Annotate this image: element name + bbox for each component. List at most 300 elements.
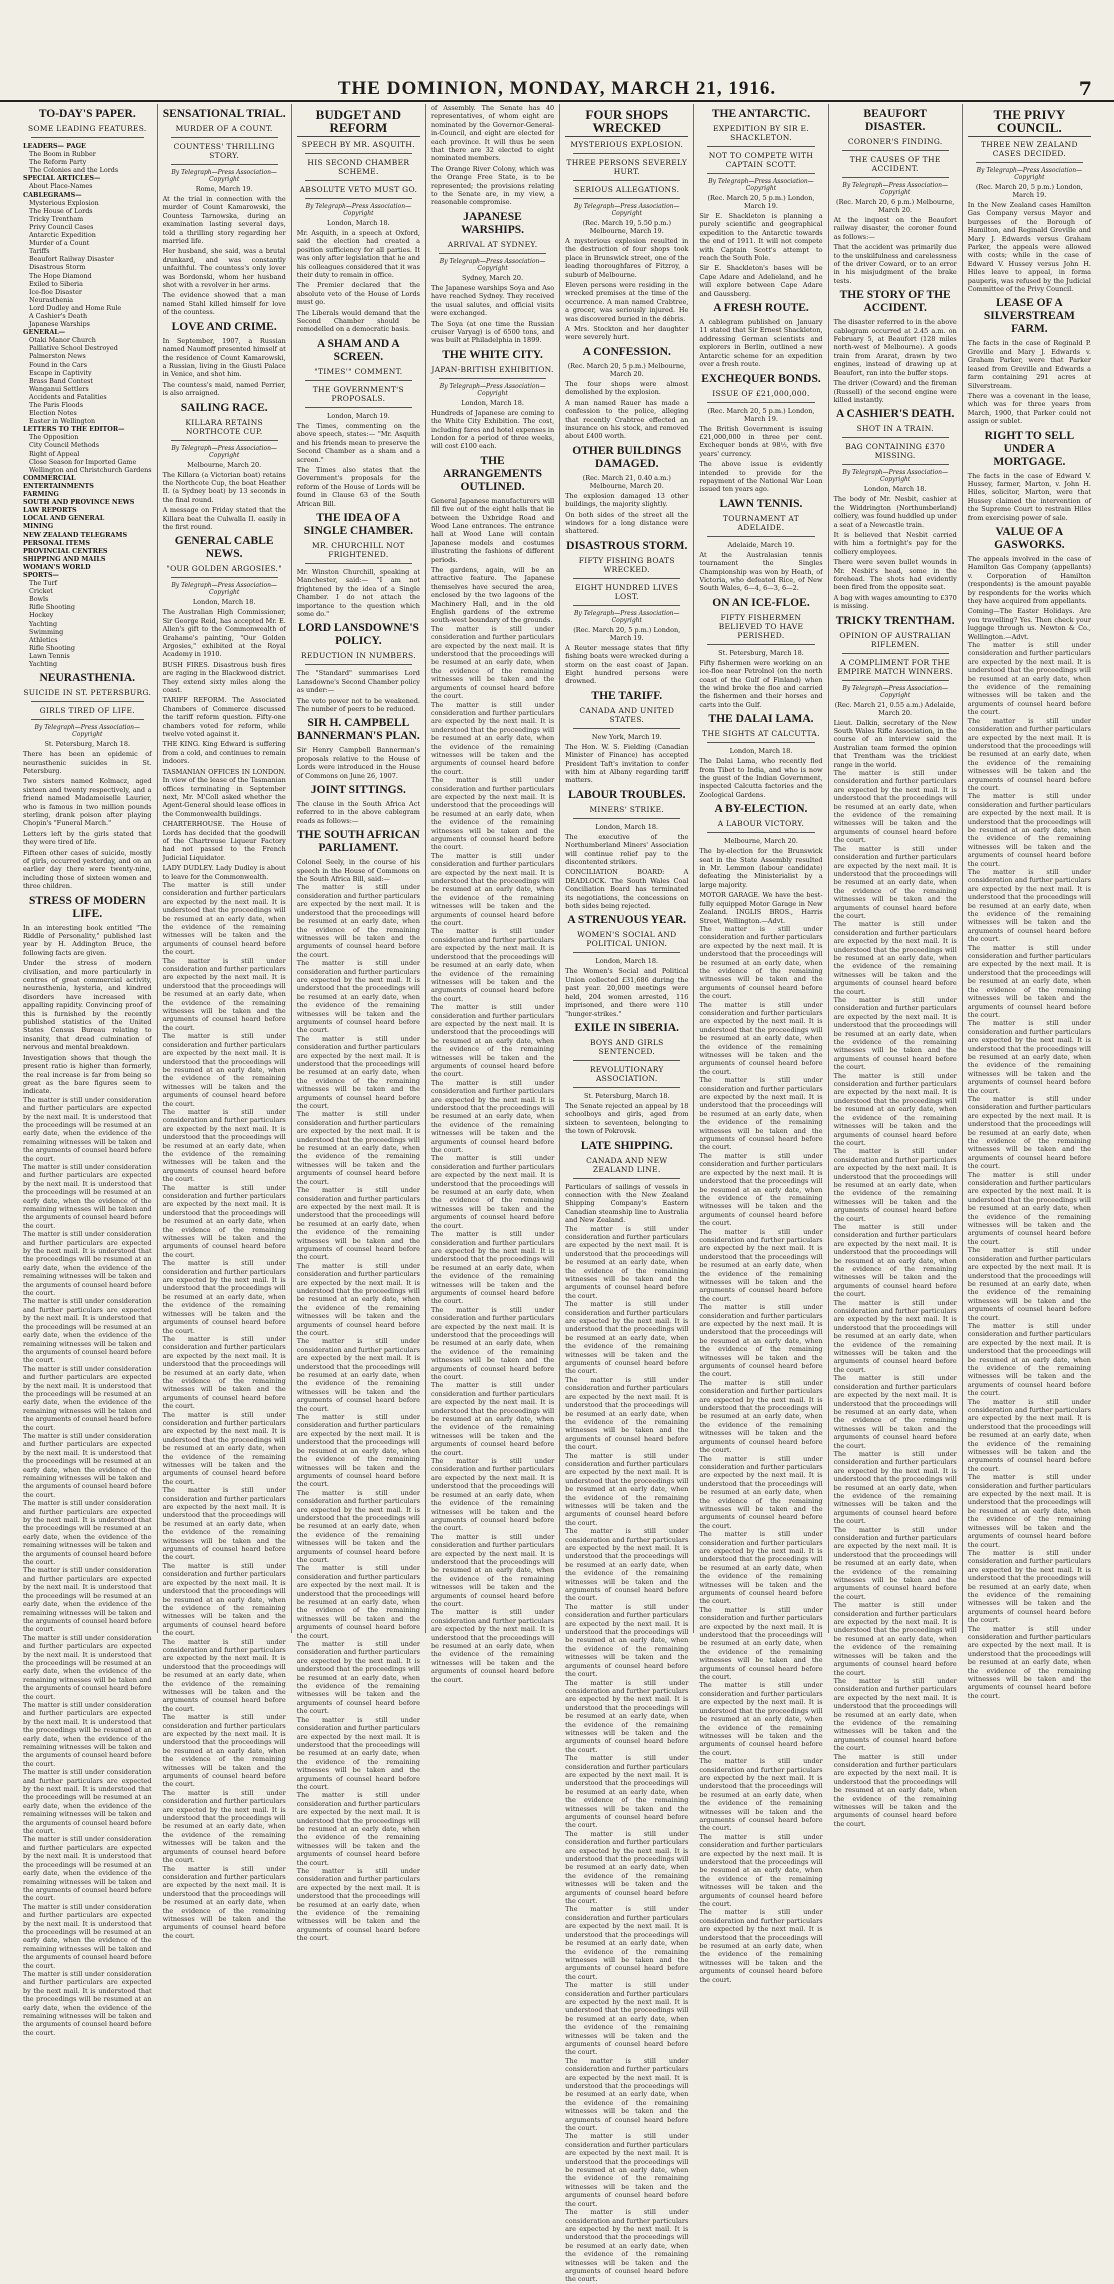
subheading: "TIMES'" COMMENT. <box>314 366 403 376</box>
article <box>565 690 688 785</box>
paragraph: A cablegram published on January 11 stated that Sir Ernest Shackleton, addressing German scientists and explorers in Berlin, outlined a new Antarctic scheme for an expedition over a fresh route. <box>699 318 823 369</box>
byline: By Telegraph—Press Association—Copyright <box>976 167 1083 181</box>
divider <box>171 164 278 165</box>
index-entry: SHIPPING AND MAILS <box>23 554 106 563</box>
filler-text: The matter is still under consideration and further particulars are expected by the next mail. It is understood that the proceedings will be resumed at an early date, when the evidence of the remaining witnesses will be taken and the arguments of counsel heard before the court. <box>296 1110 420 1186</box>
filler-text: The matter is still under consideration and further particulars are expected by the next mail. It is understood that the proceedings will be resumed at an early date, when the evidence of the remaining witnesses will be taken and the arguments of counsel heard before the court. <box>296 883 420 959</box>
index-entry: NEW ZEALAND TELEGRAMS <box>23 530 128 539</box>
subheading: SOME LEADING FEATURES. <box>27 124 147 133</box>
column <box>560 104 694 2284</box>
filler-text: The matter is still under consideration and further particulars are expected by the next mail. It is understood that the proceedings will be resumed at an early date, when the evidence of the remaining witnesses will be taken and the arguments of counsel heard before the court. <box>430 927 555 1003</box>
divider <box>439 378 546 379</box>
paragraph: The Orange River Colony, which was the Orange Free State, is to be represented; the provisions relating to the Senate are, in my view, a reasonable compromise. <box>430 164 555 207</box>
paragraph: of Assembly. The Senate has 40 representatives, of whom eight are nominated by the Governor-General-in-Council, and eight are elected for each province. It will thus be seen that there are 32 elected to eight nominated members. <box>430 104 555 163</box>
dateline: St. Petersburg, March 18. <box>44 740 131 749</box>
filler-text: The matter is still under consideration and further particulars are expected by the next mail. It is understood that the proceedings will be resumed at an early date, when the evidence of the remaining witnesses will be taken and the arguments of counsel heard before the court. <box>296 1337 420 1413</box>
divider <box>305 380 412 381</box>
article <box>431 211 554 345</box>
filler-text: The matter is still under consideration and further particulars are expected by the next mail. It is understood that the proceedings will be resumed at an early date, when the evidence of the remaining witnesses will be taken and the arguments of counsel heard before the court. <box>833 1752 957 1828</box>
divider <box>305 407 412 408</box>
filler-text: The matter is still under consideration and further particulars are expected by the next mail. It is understood that the proceedings will be resumed at an early date, when the evidence of the remaining witnesses will be taken and the arguments of counsel heard before the court. <box>430 1532 555 1608</box>
filler-text: The matter is still under consideration and further particulars are expected by the next mail. It is understood that the proceedings will be resumed at an early date, when the evidence of the remaining witnesses will be taken and the arguments of counsel heard before the court. <box>296 1715 420 1791</box>
filler-text: The matter is still under consideration and further particulars are expected by the next mail. It is understood that the proceedings will be resumed at an early date, when the evidence of the remaining witnesses will be taken and the arguments of counsel heard before the court. <box>296 1413 420 1489</box>
headline: STRESS OF MODERN LIFE. <box>29 894 146 920</box>
headline: EXCHEQUER BONDS. <box>701 372 821 385</box>
filler-text: The matter is still under consideration and further particulars are expected by the next mail. It is understood that the proceedings will be resumed at an early date, when the evidence of the remaining witnesses will be taken and the arguments of counsel heard before the court. <box>430 700 555 776</box>
article <box>23 672 152 891</box>
article <box>968 430 1091 522</box>
filler-text: The matter is still under consideration and further particulars are expected by the next mail. It is understood that the proceedings will be resumed at an early date, when the evidence of the remaining witnesses will be taken and the arguments of counsel heard before the court. <box>162 1107 286 1184</box>
index-entry: GENERAL— <box>23 328 66 337</box>
byline: By Telegraph—Press Association—Copyright <box>708 178 814 192</box>
byline: By Telegraph—Press Association—Copyright <box>842 182 948 196</box>
filler-text: The matter is still under consideration and further particulars are expected by the next mail. It is understood that the proceedings will be resumed at an early date, when the evidence of the remaining witnesses will be taken and the arguments of counsel heard before the court. <box>23 1768 152 1836</box>
index-entry: Tricky Trentham <box>29 214 84 223</box>
article <box>699 108 822 298</box>
subheading: MYSTERIOUS EXPLOSION. <box>570 140 684 149</box>
article <box>699 498 822 593</box>
index-entry: The Colonies and the Lords <box>29 166 119 175</box>
divider <box>305 563 412 564</box>
masthead <box>0 78 1114 102</box>
filler-text: The matter is still under consideration and further particulars are expected by the next mail. It is understood that the proceedings will be resumed at an early date, when the evidence of the remaining witnesses will be taken and the arguments of counsel heard before the court. <box>430 1078 555 1155</box>
filler-text: The matter is still under consideration and further particulars are expected by the next mail. It is understood that the proceedings will be resumed at an early date, when the evidence of the remaining witnesses will be taken and the arguments of counsel heard before the court. <box>833 996 957 1072</box>
headline: A SHAM AND A SCREEN. <box>316 337 400 363</box>
divider <box>171 137 278 138</box>
index-entry: Exiled to Siberia <box>29 279 83 288</box>
filler-text: The matter is still under consideration and further particulars are expected by the next mail. It is understood that the proceedings will be resumed at an early date, when the evidence of the remaining witnesses will be taken and the arguments of counsel heard before the court. <box>430 1381 555 1457</box>
filler-text: The matter is still under consideration and further particulars are expected by the next mail. It is understood that the proceedings will be resumed at an early date, when the evidence of the remaining witnesses will be taken and the arguments of counsel heard before the court. <box>23 1902 152 1970</box>
paragraph: That the accident was primarily due to the unskilfulness and carelessness of the driver Coward, or to an error in his misjudgment of the brake tests. <box>833 243 957 285</box>
filler-text: The matter is still under consideration and further particulars are expected by the next mail. It is understood that the proceedings will be resumed at an early date, when the evidence of the remaining witnesses will be taken and the arguments of counsel heard before the court. <box>565 1754 689 1830</box>
divider <box>842 464 949 465</box>
article <box>297 512 420 618</box>
filler-text: The matter is still under consideration and further particulars are expected by the next mail. It is understood that the proceedings will be resumed at an early date, when the evidence of the remaining witnesses will be taken and the arguments of counsel heard before the court. <box>833 1449 957 1526</box>
paragraph: The disaster referred to in the above cablegram occurred at 2.45 a.m. on February 5, at Beaufort (128 miles north-west of Melbourne). A goods train from Ararat, drawn by two engines, instead of drawing up at Beaufort, ran into the buffer stops. <box>833 318 957 377</box>
paragraph: The Times, commenting on the above speech, states:— "Mr. Asquith and his friends mean to preserve the Second Chamber as a sham and a screen." <box>296 421 420 464</box>
filler-text: The matter is still under consideration and further particulars are expected by the next mail. It is understood that the proceedings will be resumed at an early date, when the evidence of the remaining witnesses will be taken and the arguments of counsel heard before the court. <box>699 1378 823 1455</box>
paragraph: Sir E. Shackleton's bases will be Cape Adare and Adelieland, and he will explore between Cape Adare and Gaussberg. <box>699 264 823 298</box>
index-entry: Yachting <box>29 660 58 668</box>
index-entry: Election Notes <box>29 409 77 418</box>
divider <box>707 173 814 174</box>
paragraph: The clause in the South Africa Act referred to in the above cablegram reads as follows:— <box>296 800 420 825</box>
article <box>565 445 688 536</box>
index-entry: Found in the Cars <box>29 360 88 369</box>
paragraph: Lieut. Dalkin, secretary of the New South Wales Rifle Association, in the course of an interview said the Australian team formed the opinion that Trentham was the trickiest range in the world. <box>833 718 957 769</box>
filler-text: The matter is still under consideration and further particulars are expected by the next mail. It is understood that the proceedings will be resumed at an early date, when the evidence of the remaining witnesses will be taken and the arguments of counsel heard before the court. <box>296 1186 420 1262</box>
filler-text: The matter is still under consideration and further particulars are expected by the next mail. It is understood that the proceedings will be resumed at an early date, when the evidence of the remaining witnesses will be taken and the arguments of counsel heard before the court. <box>430 1457 555 1533</box>
paragraph: The driver (Coward) and the fireman (Russell) of the second engine were killed instantly. <box>833 379 957 404</box>
headline: BUDGET AND REFORM <box>297 108 420 137</box>
index-entry: SOUTH AND PROVINCE NEWS <box>23 498 135 507</box>
dateline: London, March 18. <box>461 398 524 407</box>
paragraph: Fifteen other cases of suicide, mostly of girls, occurred yesterday, and on an earlier day there were twenty-nine, including those of sixteen women and three children. <box>23 848 152 891</box>
paragraph: Her husband, she said, was a brutal drunkard, and was constantly unfaithful. The countess's only lover was Bordonski, whom her husband shot with a revolver in her arms. <box>162 247 286 290</box>
article <box>699 373 822 494</box>
divider <box>707 402 814 403</box>
contents-index <box>23 142 152 668</box>
subheading: A LABOUR VICTORY. <box>717 819 805 829</box>
divider <box>31 701 144 702</box>
paragraph: Eleven persons were residing in the wrecked premises at the time of the occurrence. A man named Crabtree, a grocer, was seriously injured. He was discovered buried in the débris. <box>565 281 689 323</box>
index-entry: Athletics <box>29 635 58 644</box>
dateline: St. Petersburg, March 18. <box>583 1091 670 1100</box>
filler-text: The matter is still under consideration and further particulars are expected by the next mail. It is understood that the proceedings will be resumed at an early date, when the evidence of the remaining witnesses will be taken and the arguments of counsel heard before the court. <box>162 1259 286 1335</box>
dateline: Adelaide, March 19. <box>727 540 795 549</box>
dateline: (Rec. March 20, 5 p.m.) Melbourne, March 20. <box>567 361 686 378</box>
paragraph: MOTOR GARAGE. We have the best-fully equipped Motor Garage in New Zealand. INGLIS BROS., Harris Street, Wellington.—Advt. <box>699 891 823 925</box>
filler-text: The matter is still under consideration and further particulars are expected by the next mail. It is understood that the proceedings will be resumed at an early date, when the evidence of the remaining witnesses will be taken and the arguments of counsel heard before the court. <box>833 1222 957 1299</box>
paragraph: General Japanese manufacturers will fill five out of the eight halls that lie between the Uxbridge Road and Wood Lane entrances. The entrance hall at Wood Lane will contain Japanese models and costumes illustrating the fashions of different periods. <box>430 496 555 564</box>
filler-text: The matter is still under consideration and further particulars are expected by the next mail. It is understood that the proceedings will be resumed at an early date, when the evidence of the remaining witnesses will be taken and the arguments of counsel heard before the court. <box>967 716 1091 792</box>
filler-text: The matter is still under consideration and further particulars are expected by the next mail. It is understood that the proceedings will be resumed at an early date, when the evidence of the remaining witnesses will be taken and the arguments of counsel heard before the court. <box>162 880 286 957</box>
filler-text: The matter is still under consideration and further particulars are expected by the next mail. It is understood that the proceedings will be resumed at an early date, when the evidence of the remaining witnesses will be taken and the arguments of counsel heard before the court. <box>699 924 823 1001</box>
subheading: SPEECH BY MR. ASQUITH. <box>301 140 415 149</box>
filler-text: The matter is still under consideration and further particulars are expected by the next mail. It is understood that the proceedings will be resumed at an early date, when the evidence of the remaining witnesses will be taken and the arguments of counsel heard before the court. <box>296 1640 420 1716</box>
headline: THE ARRANGEMENTS OUTLINED. <box>443 454 543 493</box>
filler-text: The matter is still under consideration and further particulars are expected by the next mail. It is understood that the proceedings will be resumed at an early date, when the evidence of the remaining witnesses will be taken and the arguments of counsel heard before the court. <box>23 1633 152 1701</box>
article <box>834 108 957 285</box>
dateline: (Rec. March 20, 6 p.m.) Melbourne, March 20. <box>836 198 955 214</box>
article <box>565 108 688 342</box>
column <box>694 104 828 1984</box>
headline: SIR H. CAMPBELL BANNERMAN'S PLAN. <box>297 717 420 743</box>
filler-text: The matter is still under consideration and further particulars are expected by the next mail. It is understood that the proceedings will be resumed at an early date, when the evidence of the remaining witnesses will be taken and the arguments of counsel heard before the court. <box>23 1835 152 1903</box>
index-entry: Escape in Captivity <box>29 368 92 377</box>
dateline: Sydney, March 20. <box>462 273 524 282</box>
divider <box>573 1178 680 1179</box>
headline: DISASTROUS STORM. <box>566 539 688 552</box>
index-entry: Palmerston News <box>29 352 86 361</box>
article <box>23 895 152 1096</box>
divider <box>573 1060 680 1061</box>
divider <box>842 680 949 681</box>
paragraph: The countess's maid, named Perrier, is also arraigned. <box>162 380 286 398</box>
paragraph: The Liberals would demand that the Second Chamber should be remodelled on a democratic basis. <box>296 308 420 334</box>
subheading: MURDER OF A COUNT. <box>175 124 273 133</box>
filler-text: The matter is still under consideration and further particulars are expected by the next mail. It is understood that the proceedings will be resumed at an early date, when the evidence of the remaining witnesses will be taken and the arguments of counsel heard before the court. <box>833 1601 957 1677</box>
paragraph: There were seven bullet wounds in Mr. Nesbit's head, some in the forehead. The shots had evidently been fired from the opposite seat. <box>833 558 957 592</box>
paragraph: The Japanese warships Soya and Aso have reached Sydney. They received the usual salutes, and official visits were exchanged. <box>430 283 555 318</box>
paragraph: TARIFF REFORM. The Associated Chambers of Commerce discussed the tariff reform question. Fifty-one chambers voted for reform, while twelve voted against it. <box>162 696 286 739</box>
article <box>297 108 420 334</box>
headline: LORD LANSDOWNE'S POLICY. <box>297 622 419 648</box>
index-entry: LOCAL AND GENERAL <box>23 514 105 523</box>
subheading: THREE PERSONS SEVERELY HURT. <box>566 158 688 176</box>
article <box>699 713 822 799</box>
index-entry: Disastrous Storm <box>29 263 86 272</box>
index-entry: Right of Appeal <box>29 449 80 458</box>
headline: THE DALAI LAMA. <box>708 713 814 726</box>
headline: SENSATIONAL TRIAL. <box>162 108 286 120</box>
paragraph: Colonel Seely, in the course of his speech in the House of Commons on the South Africa Bill, said:— <box>296 858 420 884</box>
filler-text: The matter is still under consideration and further particulars are expected by the next mail. It is understood that the proceedings will be resumed at an early date, when the evidence of the remaining witnesses will be taken and the arguments of counsel heard before the court. <box>565 2132 689 2208</box>
subheading: BAG CONTAINING £370 MISSING. <box>845 442 946 461</box>
article <box>699 597 822 709</box>
headline: RIGHT TO SELL UNDER A MORTGAGE. <box>984 429 1075 468</box>
paragraph: At the inquest on the Beaufort railway disaster, the coroner found as follows:— <box>833 216 957 241</box>
divider <box>171 440 278 441</box>
headline: NEURASTHENIA. <box>39 672 136 685</box>
article <box>297 622 420 713</box>
headline: THE WHITE CITY. <box>442 348 543 361</box>
index-entry: WOMAN'S WORLD <box>23 562 91 571</box>
paragraph: Mr. Winston Churchill, speaking at Manchester, said:— "I am not frightened by the idea of a Single Chamber. I do not attach the importance to the question which some do." <box>296 567 420 618</box>
divider <box>171 577 278 578</box>
byline: By Telegraph—Press Association—Copyright <box>574 203 680 217</box>
index-entry: Lawn Tennis <box>29 651 70 660</box>
article <box>565 789 688 911</box>
divider <box>305 664 412 665</box>
divider <box>707 832 814 833</box>
headline: LAWN TENNIS. <box>719 497 803 510</box>
headline: ON AN ICE-FLOE. <box>712 596 810 609</box>
dateline: (Rec. March 20, 5 p.m.) London, March 19. <box>707 406 815 423</box>
headline: EXILE IN SIBERIA. <box>574 1021 680 1034</box>
filler-text: The matter is still under consideration and further particulars are expected by the next mail. It is understood that the proceedings will be resumed at an early date, when the evidence of the remaining witnesses will be taken and the arguments of counsel heard before the court. <box>565 1678 689 1754</box>
divider <box>976 162 1083 163</box>
headline: SAILING RACE. <box>180 401 268 414</box>
filler-text: The matter is still under consideration and further particulars are expected by the next mail. It is understood that the proceedings will be resumed at an early date, when the evidence of the remaining witnesses will be taken and the arguments of counsel heard before the court. <box>699 1832 823 1909</box>
subheading: SHOT IN A TRAIN. <box>856 424 934 434</box>
column <box>18 104 158 2037</box>
paragraph: LADY DUDLEY. Lady Dudley is about to leave for the Commonwealth. <box>162 864 286 881</box>
subheading: SERIOUS ALLEGATIONS. <box>574 185 680 194</box>
subheading: GIRLS TIRED OF LIFE. <box>39 706 135 716</box>
filler-text: The matter is still under consideration and further particulars are expected by the next mail. It is understood that the proceedings will be resumed at an early date, when the evidence of the remaining witnesses will be taken and the arguments of counsel heard before the court. <box>565 1829 689 1906</box>
index-entry: SPORTS— <box>23 570 59 579</box>
filler-text: The matter is still under consideration and further particulars are expected by the next mail. It is understood that the proceedings will be resumed at an early date, when the evidence of the remaining witnesses will be taken and the arguments of counsel heard before the court. <box>699 1681 823 1757</box>
index-entry: Cricket <box>29 587 53 596</box>
filler-text: The matter is still under consideration and further particulars are expected by the next mail. It is understood that the proceedings will be resumed at an early date, when the evidence of the remaining witnesses will be taken and the arguments of counsel heard before the court. <box>162 956 286 1032</box>
dateline: (Rec. March 19, 5.50 p.m.) Melbourne, March 19. <box>582 219 672 235</box>
paragraph: The Premier declared that the absolute veto of the House of Lords must go. <box>296 281 420 307</box>
paragraph: The British Government is issuing £21,000,000 in three per cent. Exchequer bonds at 98½, with five years' currency. <box>699 424 823 458</box>
dateline: (Rec. March 21, 0.55 a.m.) Adelaide, March 20. <box>834 700 956 717</box>
article <box>834 615 957 769</box>
article <box>297 717 420 780</box>
paragraph: The Hon. W. S. Fielding (Canadian Minister of Finance) has accepted President Taft's invitation to confer with him at Albany regarding tariff matters. <box>565 742 689 785</box>
divider <box>573 952 680 953</box>
headline: THE ANTARCTIC. <box>711 108 811 120</box>
index-entry: The Paris Floods <box>29 401 83 409</box>
divider <box>573 1087 680 1088</box>
index-entry: Palliative School Destroyed <box>29 344 118 353</box>
index-entry: Wellington and Christchurch Gardens <box>29 465 152 474</box>
dateline: Melbourne, March 20. <box>187 460 262 469</box>
column <box>426 104 560 1684</box>
index-entry: MINING <box>23 522 54 531</box>
filler-text: The matter is still under consideration and further particulars are expected by the next mail. It is understood that the proceedings will be resumed at an early date, when the evidence of the remaining witnesses will be taken and the arguments of counsel heard before the court. <box>967 943 1091 1019</box>
paragraph: There was a covenant in the lease, which was for three years from March, 1900, that Parker could not assign or sublet. <box>967 391 1091 426</box>
column <box>829 104 963 1828</box>
headline: LEASE OF A SILVERSTREAM FARM. <box>983 297 1075 336</box>
paragraph: A bag with wages amounting to £370 is missing. <box>833 593 957 611</box>
article <box>163 108 286 317</box>
divider <box>842 177 949 178</box>
index-entry: The Boom in Rubber <box>29 150 96 159</box>
divider <box>707 644 814 645</box>
index-entry: Lord Dudley and Home Rule <box>29 303 122 312</box>
subheading: FIFTY FISHERMEN BELIEVED TO HAVE PERISHED. <box>718 612 804 640</box>
filler-text: The matter is still under consideration and further particulars are expected by the next mail. It is understood that the proceedings will be resumed at an early date, when the evidence of the remaining witnesses will be taken and the arguments of counsel heard before the court. <box>699 1454 823 1530</box>
filler-text: The matter is still under consideration and further particulars are expected by the next mail. It is understood that the proceedings will be resumed at an early date, when the evidence of the remaining witnesses will be taken and the arguments of counsel heard before the court. <box>430 1003 555 1079</box>
paragraph: A message on Friday stated that the Killara beat the Culwalla II. easily in the first round. <box>162 506 286 531</box>
filler-text: The matter is still under consideration and further particulars are expected by the next mail. It is understood that the proceedings will be resumed at an early date, when the evidence of the remaining witnesses will be taken and the arguments of counsel heard before the court. <box>23 1431 152 1499</box>
divider <box>305 198 412 199</box>
headline: A STRENUOUS YEAR. <box>567 914 687 927</box>
filler-text: The matter is still under consideration and further particulars are expected by the next mail. It is understood that the proceedings will be resumed at an early date, when the evidence of the remaining witnesses will be taken and the arguments of counsel heard before the court. <box>967 1170 1091 1246</box>
subheading: "OUR GOLDEN ARGOSIES." <box>166 564 282 574</box>
filler-text: The matter is still under consideration and further particulars are expected by the next mail. It is understood that the proceedings will be resumed at an early date, when the evidence of the remaining witnesses will be taken and the arguments of counsel heard before the court. <box>162 1713 286 1789</box>
filler-text: The matter is still under consideration and further particulars are expected by the next mail. It is understood that the proceedings will be resumed at an early date, when the evidence of the remaining witnesses will be taken and the arguments of counsel heard before the court. <box>833 1071 957 1147</box>
paragraph: The Women's Social and Political Union collected £31,686 during the past year. 20,000 meetings were held, 204 women arrested, 116 imprisoned, and there were 110 "hunger-strikes." <box>565 967 689 1018</box>
divider <box>31 719 144 720</box>
divider <box>573 728 680 729</box>
paragraph: Fifty fishermen were working on an ice-floe near Petrolnol (on the north coast of the Gulf of Finland) when the wind broke the floe and carried the fishermen and their horses and carts into the Gulf. <box>699 658 823 709</box>
filler-text: The matter is still under consideration and further particulars are expected by the next mail. It is understood that the proceedings will be resumed at an early date, when the evidence of the remaining witnesses will be taken and the arguments of counsel heard before the court. <box>565 1905 689 1981</box>
filler-text: The matter is still under consideration and further particulars are expected by the next mail. It is understood that the proceedings will be resumed at an early date, when the evidence of the remaining witnesses will be taken and the arguments of counsel heard before the court. <box>162 1788 286 1865</box>
headline: THE IDEA OF A SINGLE CHAMBER. <box>303 511 413 537</box>
paragraph: Under the stress of modern civilisation, and more particularly in centres of great commercial activity, neurasthenia, hysteria, and kindred disorders have increased with appalling rapidity. Convincing proof of this is furnished by the recently published statistics of the United States Census Bureau relating to insanity, that dread culmination of nervous and mental breakdown. <box>23 959 152 1052</box>
paragraph: The body of Mr. Nesbit, cashier at the Widdrington (Northumberland) colliery, was found huddled up under a seat of a Newcastle train. <box>833 495 957 529</box>
subheading: ISSUE OF £21,000,000. <box>712 388 810 398</box>
divider <box>573 818 680 819</box>
article <box>23 108 152 668</box>
column <box>963 104 1096 1700</box>
filler-text: The matter is still under consideration and further particulars are expected by the next mail. It is understood that the proceedings will be resumed at an early date, when the evidence of the remaining witnesses will be taken and the arguments of counsel heard before the court. <box>23 1364 152 1432</box>
paragraph: Sir E. Shackleton is planning a purely scientific and geographical expedition to the Antarctic towards the end of 1911. It will not compete with Captain Scott's attempt to reach the South Pole. <box>699 212 823 263</box>
article <box>834 408 957 610</box>
headline: LOVE AND CRIME. <box>171 320 277 333</box>
headline: OTHER BUILDINGS DAMAGED. <box>572 444 682 470</box>
headline: GENERAL CABLE NEWS. <box>174 535 274 561</box>
paragraph: Investigation shows that though the present ratio is higher than formerly, the real increase is far from being so great as the bare figures seem to indicate. <box>23 1053 152 1096</box>
index-entry: LETTERS TO THE EDITOR— <box>23 425 125 434</box>
article <box>565 1140 688 1225</box>
filler-text: The matter is still under consideration and further particulars are expected by the next mail. It is understood that the proceedings will be resumed at an early date, when the evidence of the remaining witnesses will be taken and the arguments of counsel heard before the court. <box>296 1791 420 1867</box>
subheading: WOMEN'S SOCIAL AND POLITICAL UNION. <box>577 930 677 949</box>
filler-text: The matter is still under consideration and further particulars are expected by the next mail. It is understood that the proceedings will be resumed at an early date, when the evidence of the remaining witnesses will be taken and the arguments of counsel heard before the court. <box>699 1000 823 1076</box>
dateline: New York, March 19. <box>591 732 662 741</box>
headline: JAPANESE WARSHIPS. <box>461 210 525 236</box>
subheading: MINERS' STRIKE. <box>589 804 665 814</box>
filler-text: The matter is still under consideration and further particulars are expected by the next mail. It is understood that the proceedings will be resumed at an early date, when the evidence of the remaining witnesses will be taken and the arguments of counsel heard before the court. <box>23 1297 152 1365</box>
article <box>163 321 286 398</box>
subheading: BOYS AND GIRLS SENTENCED. <box>589 1037 664 1056</box>
subheading: OPINION OF AUSTRALIAN RIFLEMEN. <box>839 630 952 649</box>
divider <box>707 146 814 147</box>
filler-text: The matter is still under consideration and further particulars are expected by the next mail. It is understood that the proceedings will be resumed at an early date, when the evidence of the remaining witnesses will be taken and the arguments of counsel heard before the court. <box>23 1969 152 2037</box>
subheading: THREE NEW ZEALAND CASES DECIDED. <box>980 140 1078 158</box>
filler-text: The matter is still under consideration and further particulars are expected by the next mail. It is understood that the proceedings will be resumed at an early date, when the evidence of the remaining witnesses will be taken and the arguments of counsel heard before the court. <box>833 920 957 996</box>
headline: TRICKY TRENTHAM. <box>835 614 955 627</box>
divider <box>707 742 814 743</box>
byline: By Telegraph—Press Association—Copyright <box>305 203 412 217</box>
filler-text: The matter is still under consideration and further particulars are expected by the next mail. It is understood that the proceedings will be resumed at an early date, when the evidence of the remaining witnesses will be taken and the arguments of counsel heard before the court. <box>967 1624 1091 1700</box>
byline: By Telegraph—Press Association—Copyright <box>171 169 277 183</box>
index-entry: The Reform Party <box>29 158 87 167</box>
filler-text: The matter is still under consideration and further particulars are expected by the next mail. It is understood that the proceedings will be resumed at an early date, when the evidence of the remaining witnesses will be taken and the arguments of counsel heard before the court. <box>23 1700 152 1768</box>
filler-text: The matter is still under consideration and further particulars are expected by the next mail. It is understood that the proceedings will be resumed at an early date, when the evidence of the remaining witnesses will be taken and the arguments of counsel heard before the court. <box>967 641 1091 717</box>
filler-text: The matter is still under consideration and further particulars are expected by the next mail. It is understood that the proceedings will be resumed at an early date, when the evidence of the remaining witnesses will be taken and the arguments of counsel heard before the court. <box>23 1566 152 1634</box>
divider <box>707 536 814 537</box>
index-entry: Otaki Manor Church <box>29 336 96 345</box>
dateline: Melbourne, March 20. <box>723 837 798 846</box>
paragraph: Particulars of sailings of vessels in connection with the New Zealand Shipping Company's Eastern Canadian steamship line to Australia and New Zealand. <box>565 1182 689 1225</box>
subheading: CANADA AND NEW ZEALAND LINE. <box>586 1155 668 1174</box>
index-entry: Privy Council Cases <box>29 222 94 231</box>
paragraph: THE KING. King Edward is suffering from a cold, and continues to remain indoors. <box>162 740 286 766</box>
filler-text: The matter is still under consideration and further particulars are expected by the next mail. It is understood that the proceedings will be resumed at an early date, when the evidence of the remaining witnesses will be taken and the arguments of counsel heard before the court. <box>430 1154 555 1230</box>
filler-text: The matter is still under consideration and further particulars are expected by the next mail. It is understood that the proceedings will be resumed at an early date, when the evidence of the remaining witnesses will be taken and the arguments of counsel heard before the court. <box>23 1095 152 1163</box>
filler-text: The matter is still under consideration and further particulars are expected by the next mail. It is understood that the proceedings will be resumed at an early date, when the evidence of the remaining witnesses will be taken and the arguments of counsel heard before the court. <box>430 851 555 928</box>
divider <box>305 153 412 154</box>
index-entry: PERSONAL ITEMS <box>23 538 90 547</box>
byline: By Telegraph—Press Association—Copyright <box>439 257 546 272</box>
paragraph: A mysterious explosion resulted in the destruction of four shops took place in Brunswick street, one of the leading thoroughfares of Fitzroy, a suburb of Melbourne. <box>565 237 689 279</box>
filler-text: The matter is still under consideration and further particulars are expected by the next mail. It is understood that the proceedings will be resumed at an early date, when the evidence of the remaining witnesses will be taken and the arguments of counsel heard before the court. <box>296 1564 420 1640</box>
filler-text: The matter is still under consideration and further particulars are expected by the next mail. It is understood that the proceedings will be resumed at an early date, when the evidence of the remaining witnesses will be taken and the arguments of counsel heard before the court. <box>565 1981 689 2057</box>
index-entry: Neurasthenia <box>29 295 74 304</box>
article <box>968 526 1091 641</box>
paragraph: The facts in the case of Edward V. Hussey, farmer, Marton, v. John H. Hiles, solicitor, Marton, were that Hussey claimed the intervention of the Supreme Court to restrain Hiles from exercising power of sale. <box>967 471 1091 522</box>
filler-text: The matter is still under consideration and further particulars are expected by the next mail. It is understood that the proceedings will be resumed at an early date, when the evidence of the remaining witnesses will be taken and the arguments of counsel heard before the court. <box>23 1499 152 1567</box>
filler-text: The matter is still under consideration and further particulars are expected by the next mail. It is understood that the proceedings will be resumed at an early date, when the evidence of the remaining witnesses will be taken and the arguments of counsel heard before the court. <box>833 1147 957 1223</box>
subheading: MR. CHURCHILL NOT FRIGHTENED. <box>311 540 405 559</box>
subheading: THE SIGHTS AT CALCUTTA. <box>702 729 820 739</box>
subheading: TOURNAMENT AT ADELAIDE. <box>722 513 800 532</box>
divider <box>439 253 546 254</box>
masthead-title: THE DOMINION, MONDAY, MARCH 21, 1916. <box>337 78 777 99</box>
filler-text: The matter is still under consideration and further particulars are expected by the next mail. It is understood that the proceedings will be resumed at an early date, when the evidence of the remaining witnesses will be taken and the arguments of counsel heard before the court. <box>699 1076 823 1152</box>
paragraph: A man named Rauer has made a confession to the police, alleging that recently Crabtree effected an insurance on his stock, and removed about £400 worth. <box>565 398 689 441</box>
filler-text: The matter is still under consideration and further particulars are expected by the next mail. It is understood that the proceedings will be resumed at an early date, when the evidence of the remaining witnesses will be taken and the arguments of counsel heard before the court. <box>162 1183 286 1259</box>
paragraph: There has been an epidemic of neurasthenic suicides in St. Petersburg. <box>23 750 152 775</box>
filler-text: The matter is still under consideration and further particulars are expected by the next mail. It is understood that the proceedings will be resumed at an early date, when the evidence of the remaining witnesses will be taken and the arguments of counsel heard before the court. <box>833 844 957 920</box>
subheading: CANADA AND UNITED STATES. <box>579 705 675 724</box>
article <box>163 402 286 532</box>
index-entry: Mysterious Explosion <box>29 198 99 207</box>
article <box>968 297 1091 425</box>
headline: FOUR SHOPS WRECKED <box>565 108 688 137</box>
filler-text: The matter is still under consideration and further particulars are expected by the next mail. It is understood that the proceedings will be resumed at an early date, when the evidence of the remaining witnesses will be taken and the arguments of counsel heard before the court. <box>430 624 555 701</box>
paragraph: The by-election for the Brunswick seat in the State Assembly resulted in Mr. Lemmon (labour candidate) defeating the Ministerialist by a large majority. <box>699 847 823 889</box>
paragraph: Two sisters named Kolmacz, aged sixteen and twenty respectively, and a friend named Madamoiselle Laurier, who is famous in two million pounds sterling, drank poison after playing Chopin's "Funeral March." <box>23 777 152 828</box>
subheading: ABSOLUTE VETO MUST GO. <box>299 185 418 194</box>
filler-text: The matter is still under consideration and further particulars are expected by the next mail. It is understood that the proceedings will be resumed at an early date, when the evidence of the remaining witnesses will be taken and the arguments of counsel heard before the court. <box>967 1321 1091 1398</box>
index-entry: About Place-Names <box>29 182 93 191</box>
index-entry: Japanese Warships <box>29 320 90 329</box>
filler-text: The matter is still under consideration and further particulars are expected by the next mail. It is understood that the proceedings will be resumed at an early date, when the evidence of the remaining witnesses will be taken and the arguments of counsel heard before the court. <box>296 959 420 1035</box>
filler-text: The matter is still under consideration and further particulars are expected by the next mail. It is understood that the proceedings will be resumed at an early date, when the evidence of the remaining witnesses will be taken and the arguments of counsel heard before the court. <box>833 1676 957 1753</box>
subheading: EIGHT HUNDRED LIVES LOST. <box>575 582 679 601</box>
paragraph: The evidence showed that a man named Stahl killed himself for love of the countess. <box>162 291 286 317</box>
filler-text: The matter is still under consideration and further particulars are expected by the next mail. It is understood that the proceedings will be resumed at an early date, when the evidence of the remaining witnesses will be taken and the arguments of counsel heard before the court. <box>967 1246 1091 1322</box>
filler-text: The matter is still under consideration and further particulars are expected by the next mail. It is understood that the proceedings will be resumed at an early date, when the evidence of the remaining witnesses will be taken and the arguments of counsel heard before the court. <box>565 1300 689 1376</box>
index-entry: Brass Band Contest <box>29 376 93 385</box>
dateline: London, March 18. <box>729 747 793 756</box>
paragraph: The Australian High Commissioner, Sir George Reid, has accepted Mr. E. Allen's gift to the Commonwealth of Grahame's painting, "Our Golden Argosies," exhibited at the Royal Academy in 1910. <box>162 608 286 659</box>
headline: A BY-ELECTION. <box>714 803 808 816</box>
article <box>565 1022 688 1136</box>
paragraph: The Dalai Lama, who recently fled from Tibet to India, and who is now the guest of the Indian Government, inspected Calcutta factories and the Zoological Gardens. <box>699 757 823 799</box>
article <box>431 455 554 625</box>
filler-text: The matter is still under consideration and further particulars are expected by the next mail. It is understood that the proceedings will be resumed at an early date, when the evidence of the remaining witnesses will be taken and the arguments of counsel heard before the court. <box>430 1608 555 1684</box>
paragraph: TASMANIAN OFFICES IN LONDON. In view of the lease of the Tasmanian offices terminating in September next, Mr. M'Coll asked whether the Agent-General should lease offices in the Commonwealth buildings. <box>162 767 286 818</box>
filler-text: The matter is still under consideration and further particulars are expected by the next mail. It is understood that the proceedings will be resumed at an early date, when the evidence of the remaining witnesses will be taken and the arguments of counsel heard before the court. <box>699 1757 823 1833</box>
